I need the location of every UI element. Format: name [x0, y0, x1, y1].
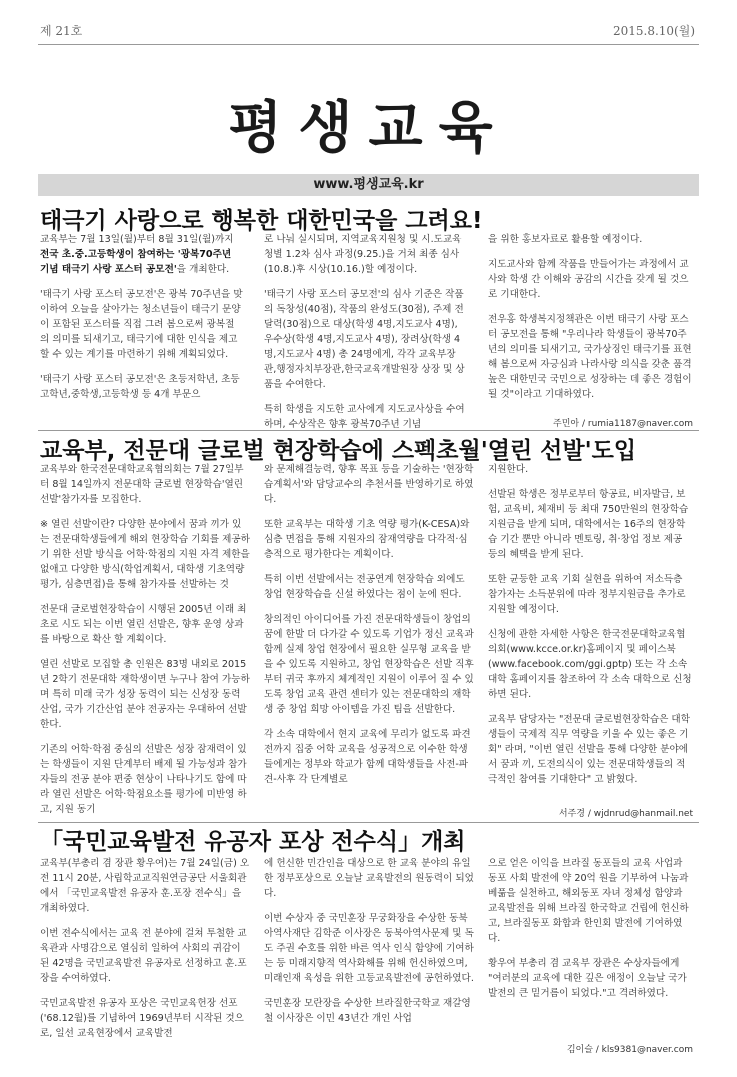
paragraph: 전우홍 학생복지정책관은 이번 태극기 사랑 포스터 공모전을 통해 "우리나라 학생들이 광복70주년의 의미를 되새기고, 국가상징인 태극기를 표현해 봄으로써 자긍심과 나라사랑 의식을 갖춘 품격 높은 대한민국 국민으로 성장하는 데 좋은 경험이 될 것"이라고 기대하였다. — [488, 314, 692, 400]
article-3-column-2 — [264, 856, 474, 1046]
paragraph: 와 문제해결능력, 향후 목표 등을 기술하는 '현장학습계획서'와 담당교수의 추천서를 반영하기로 하였다. — [264, 464, 474, 505]
article-3-headline: 「국민교육발전 유공자 포상 전수식」개최 — [40, 829, 466, 855]
paragraph: 특히 학생을 지도한 교사에게 지도교사상을 수여하며, 수상작은 향후 광복70주년 기념 — [264, 404, 465, 430]
paragraph: '태극기 사랑 포스터 공모전'은 초등저학년, 초등고학년,중학생,고등학생 등 4개 부문으 — [40, 374, 240, 400]
paragraph: 특히 이번 선발에서는 전공연계 현장학습 외에도 창업 현장학습을 신설 하였다는 점이 눈에 띈다. — [264, 574, 465, 600]
article-1-column-1 — [40, 232, 243, 422]
newspaper-title: 평생교육 — [228, 96, 509, 161]
paragraph: 교육부와 한국전문대학교육협의회는 7월 27일부터 8월 14일까지 전문대학 글로벌 현장학습'열린선발'참가자를 모집한다. — [40, 464, 244, 505]
article-1-lead: 교육부는 7월 13일(월)부터 8월 31일(월)까지 전국 초.중.고등학생이 참여하는 '광복70주년 기념 태극기 사랑 포스터 공모전'을 개최한다. — [40, 234, 234, 275]
url-bar — [38, 174, 699, 196]
article-1-column-3 — [488, 232, 694, 422]
paragraph: 창의적인 아이디어를 가진 전문대학생들이 창업의 꿈에 한발 더 다가갈 수 있도록 기업가 정신 교육과 함께 실제 창업 현장에서 필요한 실무형 교육을 받을 수 있도록 지원하고, 창업 현장학습은 선발 직후부터 귀국 후까지 체계적인 지원이 이루어 질 수 있도록 창업 교육 관련 센터가 있는 전문대학의 재학생 중 창업 희망 아이템을 가진 팀을 선발한다. — [264, 614, 474, 715]
article-2-byline: 서주경 / wjdnrud@hanmail.net — [558, 809, 693, 819]
issue-number: 제 21호 — [40, 24, 83, 38]
paragraph: 을 위한 홍보자료로 활용할 예정이다. — [488, 234, 643, 245]
paragraph: 신청에 관한 자세한 사항은 한국전문대학교육협의회(www.kcce.or.kr)홈페이지 및 페이스북(www.facebook.com/ggi.gptp) 또는 각 소속 대학 홈페이지를 참조하여 각 소속 대학으로 신청하면 된다. — [488, 629, 692, 700]
paragraph: 에 헌신한 민간인을 대상으로 한 교육 분야의 유일한 정부포상으로 오늘날 교육발전의 원동력이 되었다. — [264, 858, 474, 899]
paragraph: 으로 얻은 이익을 브라질 동포들의 교육 사업과 동포 사회 발전에 약 20억 원을 기부하여 나눔과 베풂을 실천하고, 해외동포 자녀 정체성 함양과 교육발전을 위해 브라질 한국학교 건립에 헌신하고, 브라질동포 화합과 한인회 발전에 기여하였다. — [488, 858, 689, 944]
paragraph: '태극기 사랑 포스터 공모전'은 광복 70주년을 맞이하여 오늘을 살아가는 청소년들이 태극기 문양이 포함된 포스터를 직접 그려 봄으로써 광복절의 의미를 되새기고, 태극기에 대한 인식을 제고할 수 있는 계기를 마련하기 위해 계획되었다. — [40, 289, 243, 360]
paragraph: 이번 수상자 중 국민훈장 무궁화장을 수상한 동북아역사재단 김학준 이사장은 동북아역사문제 및 독도 주권 수호를 위한 바른 역사 인식 함양에 기여하는 등 미래지향적 역사화해를 위해 헌신하였으며, 미래인재 육성을 위한 고등교육발전에 공헌하였다. — [264, 913, 474, 984]
paragraph: 지도교사와 함께 작품을 만들어가는 과정에서 교사와 학생 간 이해와 공감의 시간을 갖게 될 것으로 기대한다. — [488, 259, 689, 300]
article-2-column-2 — [264, 462, 474, 797]
paragraph: 국민교육발전 유공자 포상은 국민교육헌장 선포('68.12월)를 기념하여 1969년부터 시작된 것으로, 일선 교육현장에서 교육발전 — [40, 998, 244, 1039]
paragraph: '태극기 사랑 포스터 공모전'의 심사 기준은 작품의 독창성(40점), 작품의 완성도(30점), 주제 전달력(30점)으로 대상(학생 4명,지도교사 4명), 우수상(학생 4명,지도교사 4명), 장려상(학생 4명,지도교사 4명) 총 24명에게, 각각 교육부장관,행정자치부장관,한국교육개발원장 상장 및 상품을 수여한다. — [264, 289, 465, 390]
paragraph: 또한 균등한 교육 기회 실현을 위하여 저소득층 참가자는 소득분위에 따라 정부지원금을 추가로 지원할 예정이다. — [488, 574, 686, 615]
article-3-column-3 — [488, 856, 694, 1036]
article-2-column-1 — [40, 462, 250, 815]
paragraph: 각 소속 대학에서 현지 교육에 무리가 없도록 파견 전까지 집중 어학 교육을 성공적으로 이수한 학생들에게는 정부와 학교가 함께 대학생들을 사전-파견-사후 각 단계별로 — [264, 729, 471, 785]
paragraph: 지원한다. — [488, 464, 529, 475]
paragraph: 황우여 부총리 겸 교육부 장관은 수상자들에게 "여러분의 교육에 대한 깊은 애정이 오늘날 국가 발전의 큰 밑거름이 되었다."고 격려하였다. — [488, 958, 687, 999]
article-2-headline: 교육부, 전문대 글로벌 현장학습에 스펙초월'열린 선발'도입 — [40, 438, 637, 464]
article-3-column-1 — [40, 856, 250, 1046]
header-divider — [38, 44, 699, 45]
article-1-headline: 태극기 사랑으로 행복한 대한민국을 그려요! — [40, 208, 483, 234]
paragraph: 열린 선발로 모집할 총 인원은 83명 내외로 2015년 2학기 전문대학 재학생이면 누구나 참여 가능하며 특히 미래 국가 성장 동력이 되는 신성장 동력 산업, 국가 기간산업 분야 전공자는 우대하여 선발 한다. — [40, 659, 250, 730]
paragraph: 전문대 글로벌현장학습이 시행된 2005년 이래 최초로 시도 되는 이번 열린 선발은, 향후 운영 상과를 바탕으로 확산 할 계획이다. — [40, 604, 247, 645]
article-2-column-3 — [488, 462, 694, 797]
paragraph: 선발된 학생은 정부로부터 항공료, 비자발급, 보험, 교육비, 체재비 등 최대 750만원의 현장학습 지원금을 받게 되며, 대학에서는 16주의 현장학습 기간 뿐만 아니라 멘토링, 취·창업 정보 제공 등의 혜택을 받게 된다. — [488, 489, 689, 560]
paragraph: 또한 교육부는 대학생 기초 역량 평가(K-CESA)와 심층 면접을 통해 지원자의 잠재역량을 다각적·심층적으로 평가한다는 계획이다. — [264, 519, 470, 560]
paragraph: 로 나눠 실시되며, 지역교육지원청 및 시.도교육청별 1.2차 심사 과정(9.25.)을 거쳐 최종 심사(10.8.)후 시상(10.16.)할 예정이다. — [264, 234, 462, 275]
issue-date: 2015.8.10(월) — [612, 24, 695, 38]
paragraph: 교육부(부총리 겸 장관 황우여)는 7월 24일(금) 오전 11시 20분, 사립학교교직원연금공단 서울회관에서 「국민교육발전 유공자 훈.포장 전수식」을 개최하였다. — [40, 858, 250, 914]
paragraph: 교육부 담당자는 "전문대 글로벌현장학습은 대학생들이 국제적 직무 역량을 키울 수 있는 좋은 기회" 라며, "이번 열린 선발을 통해 다양한 분야에서 꿈과 끼, 도전의식이 있는 전문대학생들의 적극적인 참여를 기대한다" 고 밝혔다. — [488, 714, 690, 785]
site-url: www.평생교육.kr — [313, 177, 424, 192]
paragraph: 기존의 어학·학점 중심의 선발은 성장 잠재력이 있는 학생들이 지원 단계부터 배제 될 가능성과 참가자들의 전공 분야 편중 현상이 나타나기도 함에 따라 열린 선발은 어학·학점요소를 평가에 미반영 하고, 지원 동기 — [40, 744, 247, 815]
article-1-byline: 주민아 / rumia1187@naver.com — [553, 419, 693, 429]
paragraph: ※ 열린 선발이란? 다양한 분야에서 꿈과 끼가 있는 전문대학생들에게 해외 현장학습 기회를 제공하기 위한 선발 방식을 어학·학점의 지원 자격 제한을 없애고 다양한 방식(학업계획서, 대학생 기초역량평가, 심층면접)을 통해 참가자를 선발하는 것 — [40, 519, 250, 590]
article-3-byline: 김이슬 / kls9381@naver.com — [566, 1045, 693, 1055]
article-divider — [38, 430, 699, 431]
paragraph: 이번 전수식에서는 교육 전 분야에 걸쳐 투철한 교육관과 사명감으로 열심히 일하여 사회의 귀감이 된 42명을 국민교육발전 유공자로 선정하고 훈.포장을 수여하였다. — [40, 928, 247, 984]
article-1-column-2 — [264, 232, 467, 430]
paragraph: 국민훈장 모란장을 수상한 브라질한국학교 재갈영철 이사장은 이민 43년간 개인 사업 — [264, 998, 471, 1024]
